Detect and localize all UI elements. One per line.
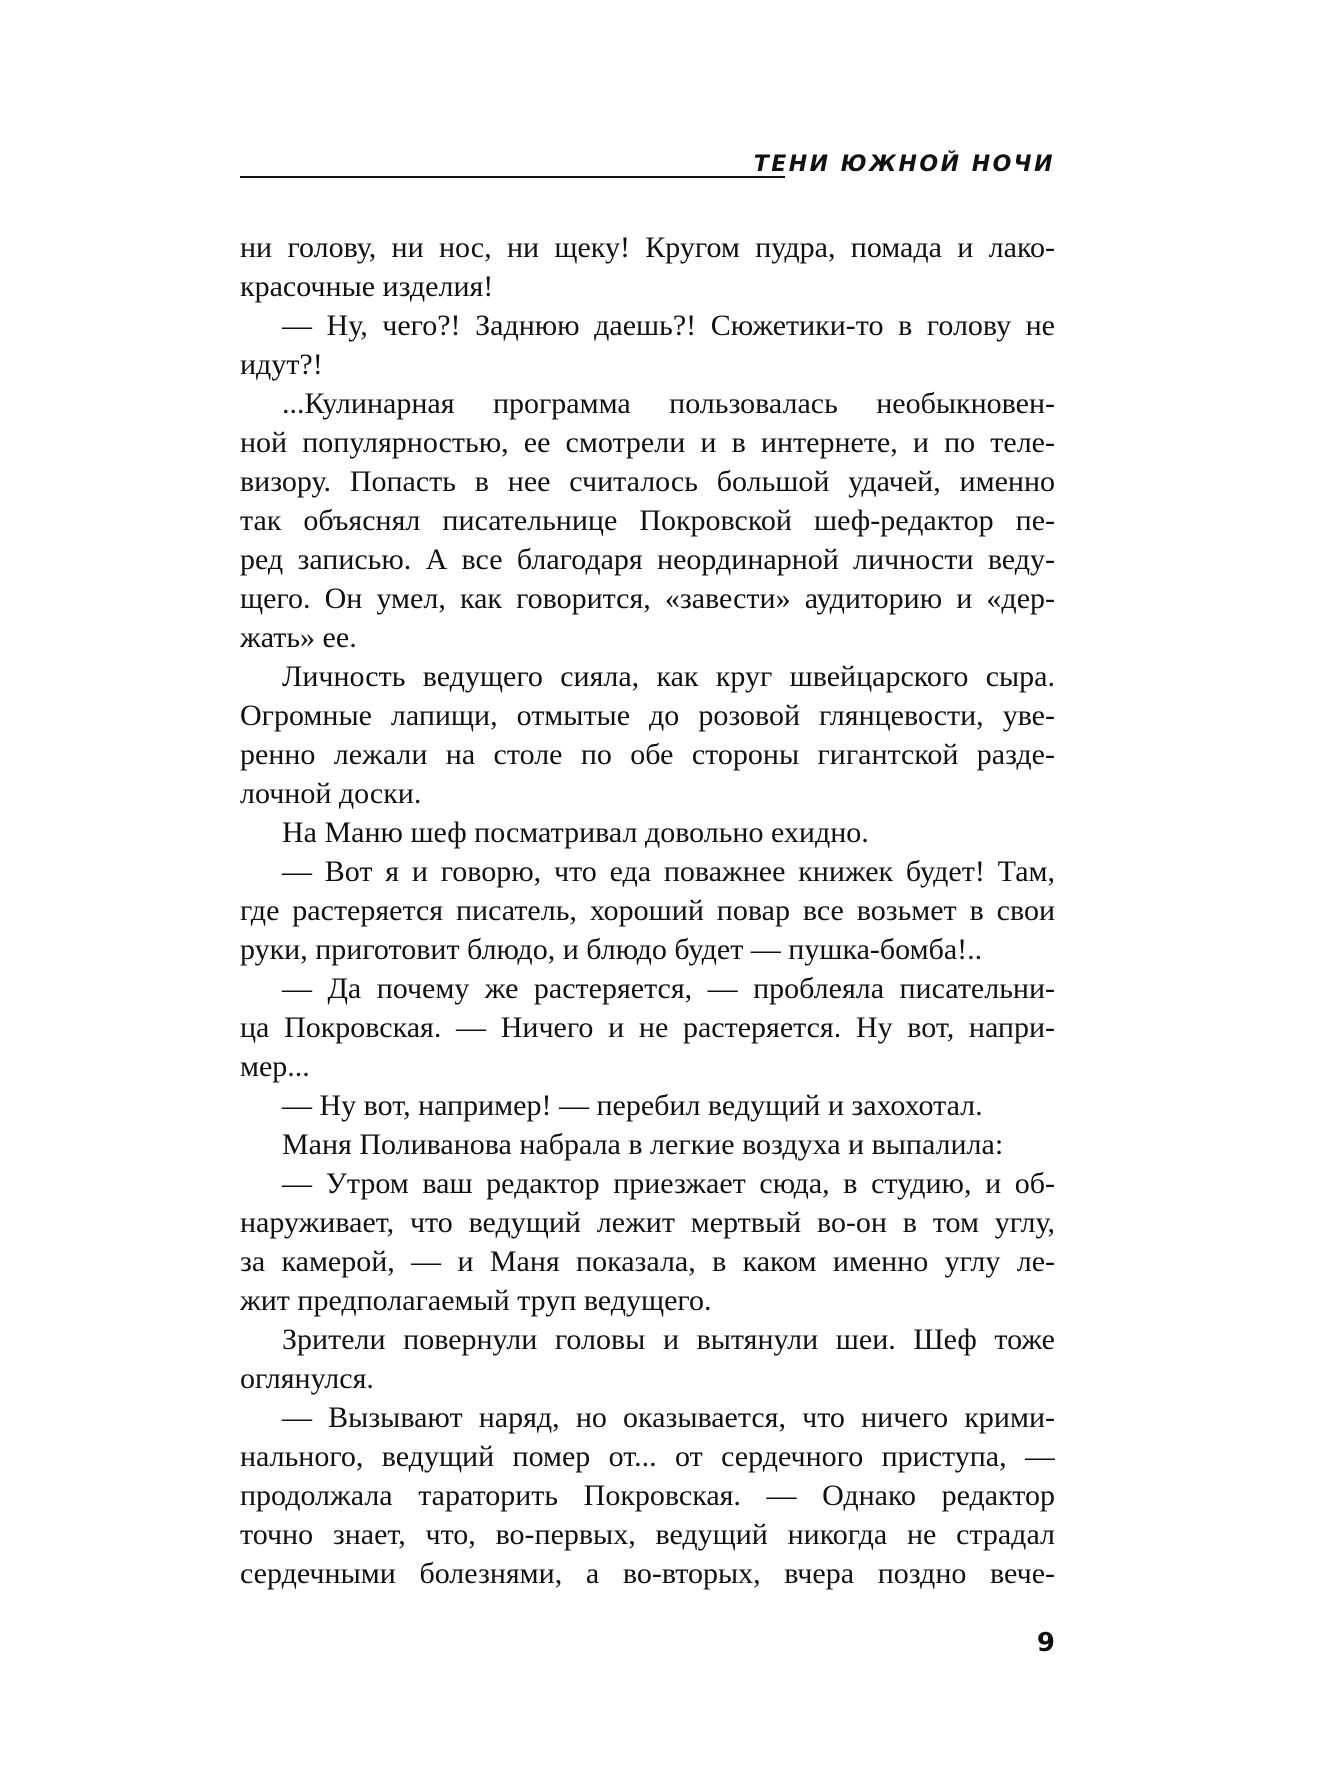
text-line: щего. Он умел, как говорится, «завести» аудиторию и «дер- (240, 582, 1055, 615)
text-line: руки, приготовит блюдо, и блюдо будет — пушка-бомба!.. (240, 933, 983, 966)
running-head-title: ТЕНИ ЮЖНОЙ НОЧИ (753, 152, 1055, 177)
page-number: 9 (1036, 1628, 1055, 1658)
text-line: мер... (240, 1050, 310, 1083)
body-text (240, 228, 1055, 1593)
text-line: точно знает, что, во-первых, ведущий никогда не страдал (240, 1518, 1055, 1551)
text-line: так объяснял писательнице Покровской шеф-редактор пе- (240, 504, 1055, 537)
text-line: ца Покровская. — Ничего и не растеряется. Ну вот, напри- (240, 1011, 1055, 1044)
text-line: Огромные лапищи, отмытые до розовой глянцевости, уве- (240, 699, 1055, 732)
text-line: нального, ведущий помер от... от сердечного приступа, — (240, 1440, 1055, 1473)
text-line: — Вот я и говорю, что еда поважнее книжек будет! Там, (282, 855, 1055, 888)
text-line: красочные изделия! (240, 270, 494, 303)
text-line: — Да почему же растеряется, — проблеяла писательни- (282, 972, 1055, 1005)
text-line: где растеряется писатель, хороший повар все возьмет в свои (240, 894, 1055, 927)
text-line: жать» ее. (240, 621, 357, 654)
text-line: Маня Поливанова набрала в легкие воздуха и выпалила: (282, 1128, 1004, 1161)
header-rule (240, 176, 785, 178)
text-line: за камерой, — и Маня показала, в каком именно углу ле- (240, 1245, 1055, 1278)
text-line: ни голову, ни нос, ни щеку! Кругом пудра, помада и лако- (240, 231, 1055, 264)
text-line: жит предполагаемый труп ведущего. (240, 1284, 712, 1317)
text-line: — Ну вот, например! — перебил ведущий и захохотал. (282, 1089, 983, 1122)
text-line: наруживает, что ведущий лежит мертвый во-он в том углу, (240, 1206, 1055, 1239)
text-line: лочной доски. (240, 777, 422, 810)
text-line: ред записью. А все благодаря неординарной личности веду- (240, 543, 1055, 576)
text-line: ...Кулинарная программа пользовалась необыкновен- (282, 387, 1055, 420)
text-line: Зрители повернули головы и вытянули шеи. Шеф тоже (282, 1323, 1055, 1356)
text-line: — Вызывают наряд, но оказывается, что ничего крими- (282, 1401, 1055, 1434)
text-line: — Ну, чего?! Заднюю даешь?! Сюжетики-то в голову не (282, 309, 1055, 342)
text-line: — Утром ваш редактор приезжает сюда, в студию, и об- (282, 1167, 1055, 1200)
text-line: идут?! (240, 348, 323, 381)
running-head (240, 152, 1055, 186)
text-line: сердечными болезнями, а во-вторых, вчера поздно вече- (240, 1557, 1055, 1590)
text-line: ной популярностью, ее смотрели и в интернете, и по теле- (240, 426, 1055, 459)
text-line: визору. Попасть в нее считалось большой удачей, именно (240, 465, 1055, 498)
text-line: оглянулся. (240, 1362, 374, 1395)
text-line: На Маню шеф посматривал довольно ехидно. (282, 816, 869, 849)
text-line: продолжала тараторить Покровская. — Однако редактор (240, 1479, 1055, 1512)
text-line: ренно лежали на столе по обе стороны гигантской разде- (240, 738, 1055, 771)
text-line: Личность ведущего сияла, как круг швейцарского сыра. (282, 660, 1055, 693)
